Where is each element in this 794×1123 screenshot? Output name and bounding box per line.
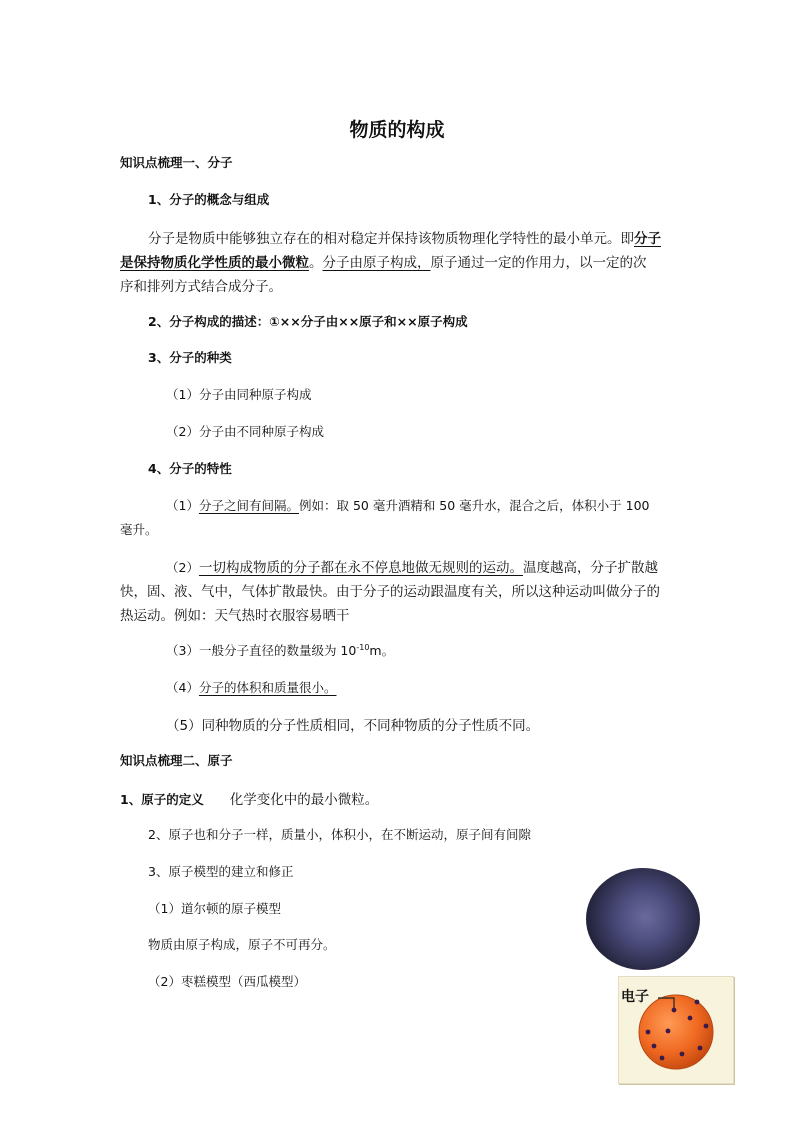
property-5: （5）同种物质的分子性质相同，不同种物质的分子性质不同。 (166, 718, 540, 734)
paragraph-line-3: 序和排列方式结合成分子。 (120, 279, 282, 295)
text-run: 原子通过一定的作用力，以一定的次 (430, 255, 647, 271)
subheading-properties: 4、分子的特性 (148, 461, 232, 476)
property-1-cont: 毫升。 (120, 522, 158, 537)
electron-dot (704, 1024, 709, 1029)
electron-dot (652, 1044, 657, 1049)
electron-dot (695, 1000, 700, 1005)
electron-label: 电子 (621, 989, 649, 1005)
property-2-line-3: 热运动。例如：天气热时衣服容易晒干 (120, 608, 350, 624)
subheading-concept: 1、分子的概念与组成 (148, 192, 270, 207)
atom-item-2: 2、原子也和分子一样，质量小，体积小，在不断运动，原子间有间隙 (148, 827, 531, 842)
electron-dot (646, 1030, 651, 1035)
electron-dot (688, 1016, 693, 1021)
exponent: -10 (356, 642, 370, 652)
text-run: （1） (166, 498, 199, 513)
paragraph-line-1 (148, 227, 661, 247)
paragraph-line-2 (120, 251, 647, 271)
underlined-text: 分子的体积和质量很小。 (198, 680, 337, 695)
subheading-types: 3、分子的种类 (148, 350, 232, 365)
list-item: （1）分子由同种原子构成 (166, 387, 312, 402)
model-dalton: （1）道尔顿的原子模型 (148, 901, 281, 916)
section-heading-molecule: 知识点梳理一、分子 (120, 155, 233, 170)
property-1 (166, 496, 650, 514)
underlined-text: 分子之间有间隔。 (198, 498, 299, 513)
property-2 (166, 556, 658, 576)
emphasis-text: 是保持物质化学性质的最小微粒 (120, 255, 309, 271)
definition-label: 1、原子的定义 (120, 792, 204, 807)
definition-text: 化学变化中的最小微粒。 (229, 792, 379, 808)
page-title: 物质的构成 (349, 119, 445, 141)
electron-dot (672, 1008, 677, 1013)
dalton-atom-image (586, 868, 700, 970)
emphasis-text: 分子 (634, 231, 661, 247)
atom-item-3: 3、原子模型的建立和修正 (148, 864, 294, 879)
electron-dot (660, 1056, 665, 1061)
text-run: （3）一般分子直径的数量级为 10 (166, 643, 357, 658)
underlined-text: 分子由原子构成， (322, 255, 431, 271)
electron-dot (680, 1052, 685, 1057)
underlined-text: 一切构成物质的分子都在永不停息地做无规则的运动。 (198, 560, 523, 576)
text-run: 例如：取 50 毫升酒精和 50 毫升水，混合之后，体积小于 100 (298, 498, 650, 513)
text-run: m。 (369, 643, 395, 658)
model-plum-pudding: （2）枣糕模型（西瓜模型） (148, 974, 306, 989)
text-run: 分子是物质中能够独立存在的相对稳定并保持该物质物理化学特性的最小单元。即 (148, 231, 634, 247)
property-2-line-2: 快，固、液、气中，气体扩散最快。由于分子的运动跟温度有关，所以这种运动叫做分子的 (120, 584, 660, 600)
list-item: （2）分子由不同种原子构成 (166, 424, 324, 439)
model-dalton-desc: 物质由原子构成，原子不可再分。 (148, 937, 336, 952)
electron-dot (698, 1046, 703, 1051)
text-run: 温度越高，分子扩散越 (522, 560, 658, 576)
text-run: 。 (309, 255, 323, 271)
atom-definition (120, 788, 378, 808)
text-run: （2） (166, 560, 199, 575)
subheading-description: 2、分子构成的描述：①××分子由××原子和××原子构成 (148, 314, 468, 329)
property-3 (166, 641, 394, 659)
electron-dot (666, 1029, 671, 1034)
text-run: （4） (166, 680, 199, 695)
property-4 (166, 678, 336, 696)
section-heading-atom: 知识点梳理二、原子 (120, 753, 233, 768)
